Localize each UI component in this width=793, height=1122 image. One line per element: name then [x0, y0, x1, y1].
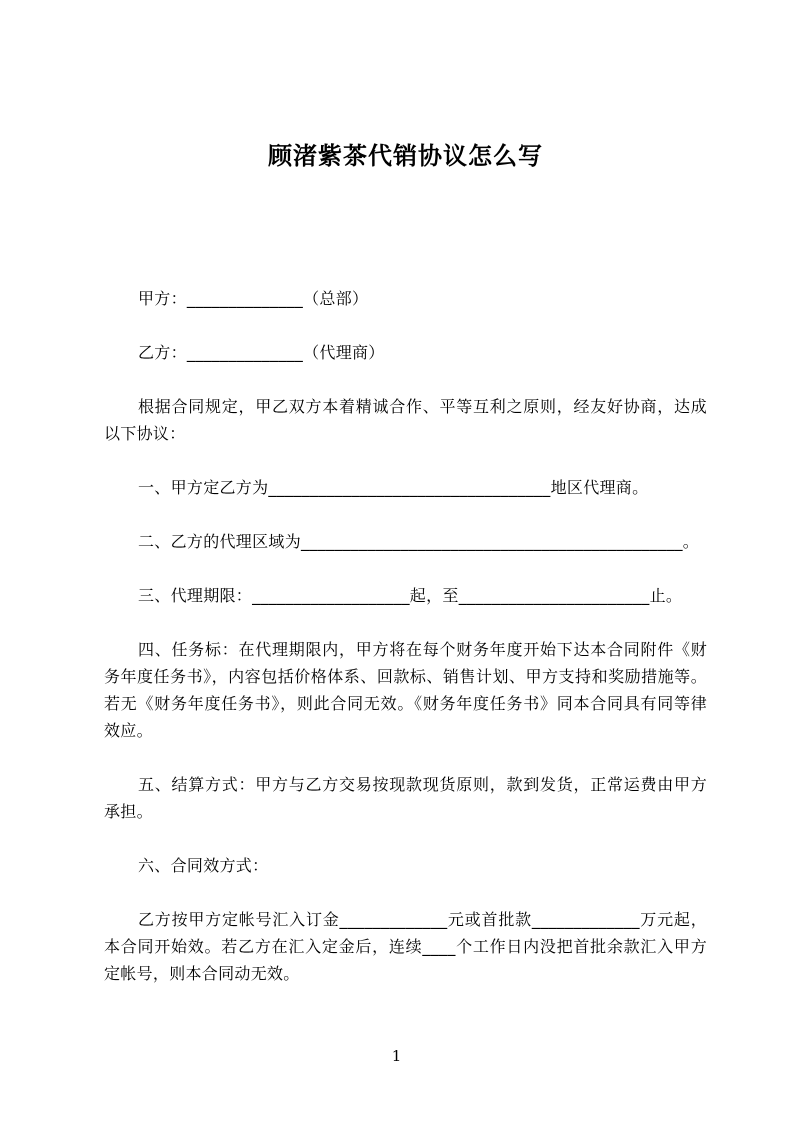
page-number: 1: [391, 1047, 402, 1065]
document-title: 顾渚紫茶代销协议怎么写: [268, 142, 543, 170]
clause-2-paragraph: 二、乙方的代理区域为______________________________________________。: [138, 532, 700, 551]
clause-5-paragraph: 五、结算方式：甲方与乙方交易按现款现货原则，款到发货，正常运费由甲方承担。: [104, 775, 707, 821]
preamble-paragraph: 根据合同规定，甲乙双方本着精诚合作、平等互利之原则，经友好协商，达成以下协议：: [104, 397, 707, 443]
party-b-line: 乙方：______________（代理商）: [138, 343, 385, 362]
clause-3-paragraph: 三、代理期限：___________________起，至_______________________止。: [138, 586, 683, 605]
clause-7-paragraph: 乙方按甲方定帐号汇入订金_____________元或首批款_____________万元起，本合同开始效。若乙方在汇入定金后，连续____个工作日内没把首批余款汇入甲方定帐号，则本合同动无效。: [104, 910, 707, 983]
clause-1-paragraph: 一、甲方定乙方为__________________________________地区代理商。: [138, 478, 649, 497]
clause-4-paragraph: 四、任务标：在代理期限内，甲方将在每个财务年度开始下达本合同附件《财务年度任务书》，内容包括价格体系、回款标、销售计划、甲方支持和奖励措施等。若无《财务年度任务书》，则此合同无效。《财务年度任务书》同本合同具有同等律效应。: [104, 640, 707, 740]
clause-6-paragraph: 六、合同效方式：: [138, 856, 269, 875]
party-a-line: 甲方：______________（总部）: [138, 289, 369, 308]
